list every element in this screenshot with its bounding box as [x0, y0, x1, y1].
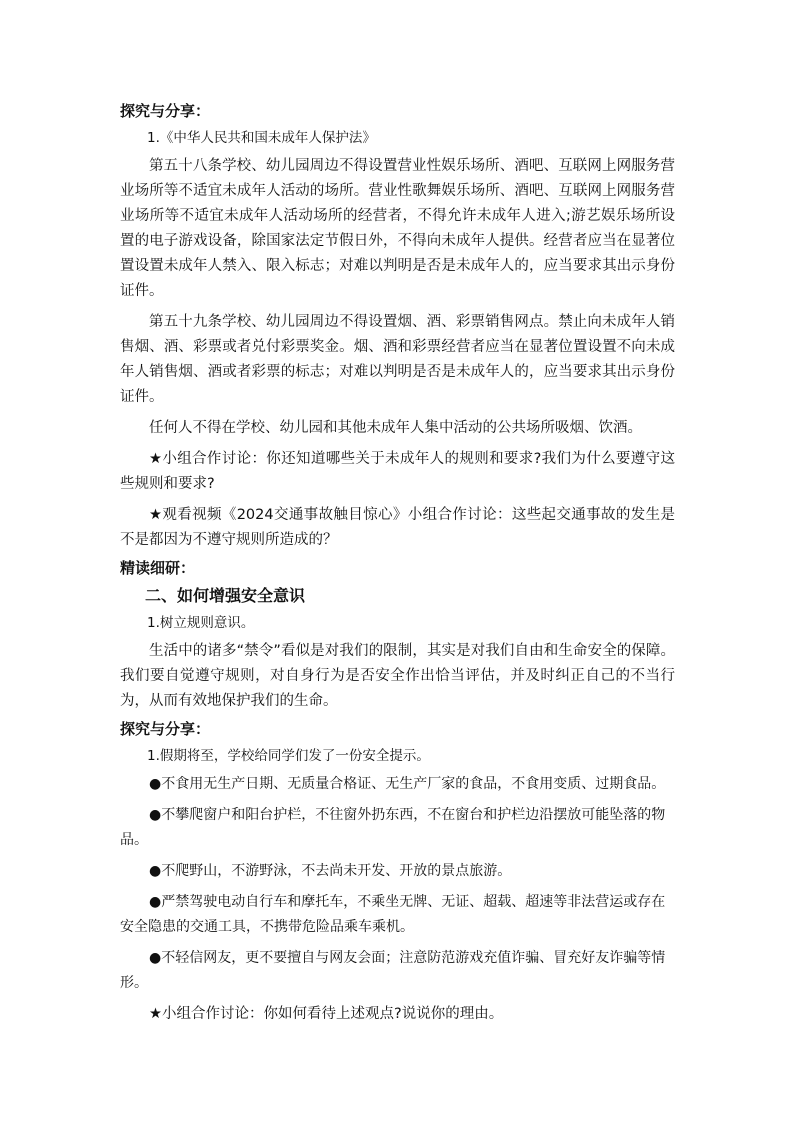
section-2-title: 二、如何增强安全意识 [145, 586, 306, 605]
discussion-prompt-1: ★小组合作讨论：你还知道哪些关于未成年人的规则和要求?我们为什么要遵守这些规则和要求? [120, 451, 675, 492]
safety-tip-traffic: ●严禁驾驶电动自行车和摩托车，不乘坐无牌、无证、超载、超速等非法营运或存在安全隐患的交通工具，不携带危险品乘车乘机。 [120, 894, 666, 935]
safety-tip-outdoor: ●不爬野山，不游野泳，不去尚未开发、开放的景点旅游。 [149, 863, 512, 879]
article-59-paragraph: 第五十九条学校、幼儿园周边不得设置烟、酒、彩票销售网点。禁止向未成年人销售烟、酒、彩票或者兑付彩票奖金。烟、酒和彩票经营者应当在显著位置设置不向未成年人销售烟、酒或者彩票的标志；对难以判明是否是未成年人的，应当要求其出示身份证件。 [120, 314, 675, 405]
safety-tip-food: ●不食用无生产日期、无质量合格证、无生产厂家的食品，不食用变质、过期食品。 [149, 776, 666, 792]
article-58-paragraph: 第五十八条学校、幼儿园周边不得设置营业性娱乐场所、酒吧、互联网上网服务营业场所等不适宜未成年人活动的场所。营业性歌舞娱乐场所、酒吧、互联网上网服务营业场所等不适宜未成年人活动场所的经营者，不得允许未成年人进入;游艺娱乐场所设置的电子游戏设备，除国家法定节假日外，不得向未成年人提供。经营者应当在显著位置设置未成年人禁入、限入标志；对难以判明是否是未成年人的，应当要求其出示身份证件。 [120, 158, 675, 299]
document-page [120, 100, 675, 1033]
rule-awareness-title: 1.树立规则意识。 [147, 615, 255, 631]
discussion-prompt-3: ★小组合作讨论：你如何看待上述观点?说说你的理由。 [149, 1006, 504, 1022]
close-reading-heading: 精读细研： [120, 559, 196, 577]
safety-tip-online: ●不轻信网友，更不要擅自与网友会面；注意防范游戏充值诈骗、冒充好友诈骗等情形。 [120, 950, 666, 991]
explore-share-heading: 探究与分享： [120, 102, 211, 120]
law-title: 1.《中华人民共和国未成年人保护法》 [147, 130, 376, 146]
smoking-paragraph: 任何人不得在学校、幼儿园和其他未成年人集中活动的公共场所吸烟、饮酒。 [149, 420, 642, 436]
discussion-prompt-2: ★观看视频《2024交通事故触目惊心》小组合作讨论：这些起交通事故的发生是不是都因为不遵守规则所造成的？ [120, 507, 675, 548]
rule-awareness-paragraph: 生活中的诸多“禁令”看似是对我们的限制，其实是对我们自由和生命安全的保障。我们要自觉遵守规则，对自身行为是否安全作出恰当评估，并及时纠正自己的不当行为，从而有效地保护我们的生命。 [120, 643, 675, 709]
safety-tips-title: 1.假期将至，学校给同学们发了一份安全提示。 [147, 748, 430, 764]
safety-tip-window: ●不攀爬窗户和阳台护栏，不往窗外扔东西，不在窗台和护栏边沿摆放可能坠落的物品。 [120, 807, 666, 848]
explore-share-heading-2: 探究与分享： [120, 720, 211, 738]
